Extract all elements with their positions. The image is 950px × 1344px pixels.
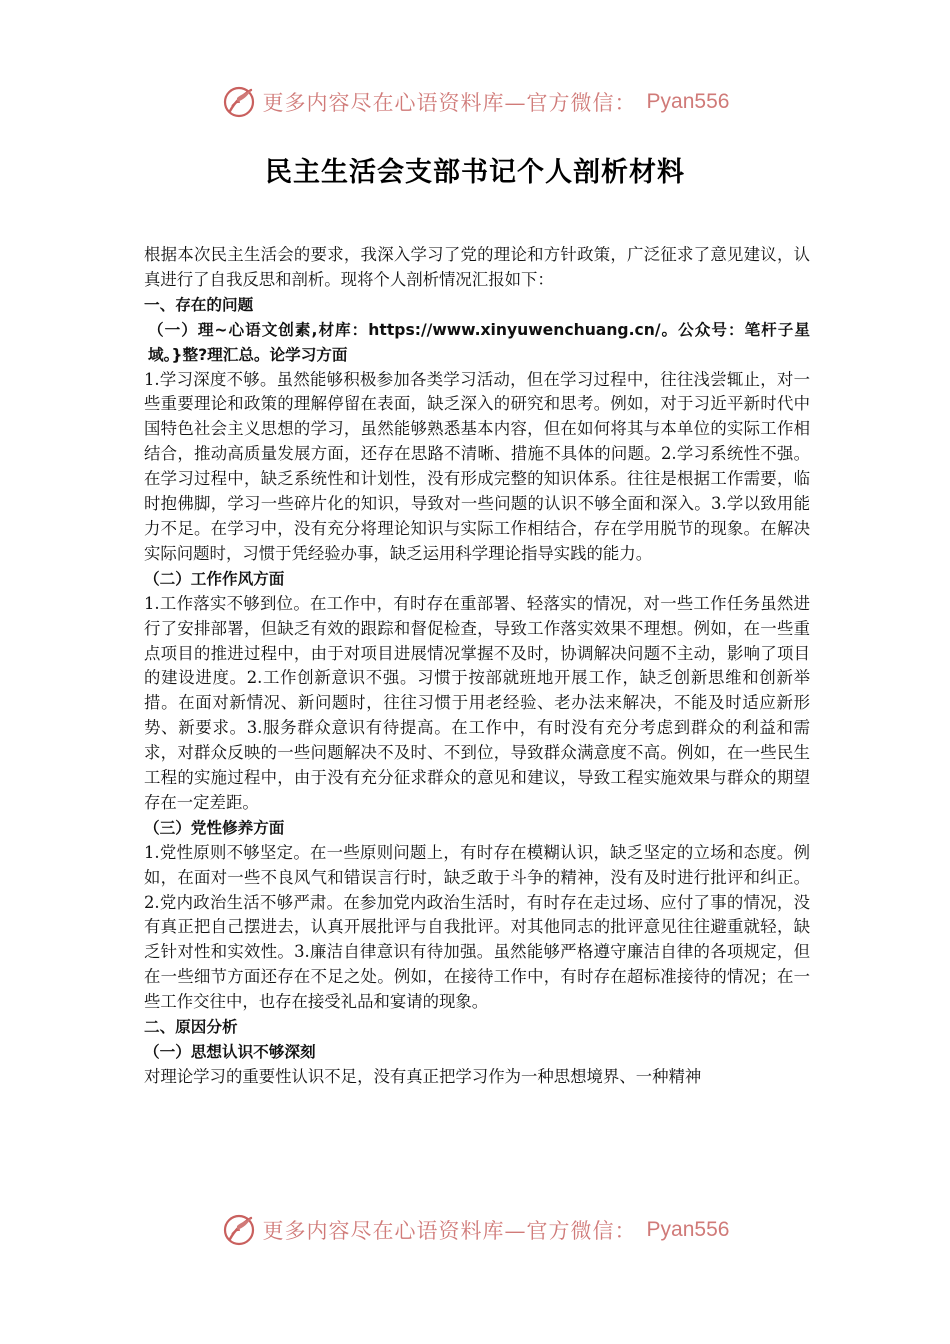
banner-wechat-handle: Pyan556: [646, 1218, 730, 1241]
subsection-heading-theory-study: （一）理~心语文创素,材库：https://www.xinyuwenchuang.cn/。公众号：笔杆子星域。}整?理汇总。论学习方面: [148, 320, 810, 364]
subsection-heading-ideological: （一）思想认识不够深刻: [144, 1043, 316, 1061]
footer-banner: [0, 1208, 950, 1252]
subsection-heading-party-spirit: （三）党性修养方面: [144, 818, 285, 837]
banner-wechat-handle: Pyan556: [646, 90, 730, 113]
document-title: 民主生活会支部书记个人剖析材料: [265, 157, 685, 188]
paragraph-ideological: 对理论学习的重要性认识不足，没有真正把学习作为一种思想境界、一种精神: [144, 1066, 702, 1086]
leaf-emblem-icon: [221, 1212, 257, 1248]
paragraph-work-style: 1.工作落实不够到位。在工作中，有时存在重部署、轻落实的情况，对一些工作任务虽然进行了安排部署，但缺乏有效的跟踪和督促检查，导致工作落实效果不理想。例如，在一些重点项目的推进过程中，由于对项目进展情况掌握不及时，协调解决问题不主动，影响了项目的建设进度。2.工作创新意识不强。习惯于按部就班地开展工作，缺乏创新思维和创新举措。在面对新情况、新问题时，往往习惯于用老经验、老办法来解决，不能及时适应新形势、新要求。3.服务群众意识有待提高。在工作中，有时没有充分考虑到群众的利益和需求，对群众反映的一些问题解决不及时、不到位，导致群众满意度不高。例如，在一些民生工程的实施过程中，由于没有充分征求群众的意见和建议，导致工程实施效果与群众的期望存在一定差距。: [144, 593, 810, 812]
section-heading-problems: 一、存在的问题: [144, 295, 254, 314]
section-heading-cause-analysis: 二、原因分析: [144, 1018, 238, 1037]
intro-paragraph: 根据本次民主生活会的要求，我深入学习了党的理论和方针政策，广泛征求了意见建议，认真进行了自我反思和剖析。现将个人剖析情况汇报如下：: [144, 245, 810, 289]
paragraph-party-spirit: 1.党性原则不够坚定。在一些原则问题上，有时存在模糊认识，缺乏坚定的立场和态度。例如，在面对一些不良风气和错误言行时，缺乏敢于斗争的精神，没有及时进行批评和纠正。2.党内政治生活不够严肃。在参加党内政治生活时，有时存在走过场、应付了事的情况，没有真正把自己摆进去，认真开展批评与自我批评。对其他同志的批评意见往往避重就轻，缺乏针对性和实效性。3.廉洁自律意识有待加强。虽然能够严格遵守廉洁自律的各项规定，但在一些细节方面还存在不足之处。例如，在接待工作中，有时存在超标准接待的情况；在一些工作交往中，也存在接受礼品和宴请的现象。: [144, 842, 810, 1012]
banner-slogan: 更多内容尽在心语资料库—官方微信：: [262, 1219, 637, 1243]
header-banner: [0, 80, 950, 124]
document-body: [144, 243, 810, 1090]
leaf-emblem-icon: [221, 84, 257, 120]
paragraph-theory-study: 1.学习深度不够。虽然能够积极参加各类学习活动，但在学习过程中，往往浅尝辄止，对一些重要理论和政策的理解停留在表面，缺乏深入的研究和思考。例如，对于习近平新时代中国特色社会主义思想的学习，虽然能够熟悉基本内容，但在如何将其与本单位的实际工作相结合，推动高质量发展方面，还存在思路不清晰、措施不具体的问题。2.学习系统性不强。在学习过程中，缺乏系统性和计划性，没有形成完整的知识体系。往往是根据工作需要，临时抱佛脚，学习一些碎片化的知识，导致对一些问题的认识不够全面和深入。3.学以致用能力不足。在学习中，没有充分将理论知识与实际工作相结合，存在学用脱节的现象。在解决实际问题时，习惯于凭经验办事，缺乏运用科学理论指导实践的能力。: [144, 369, 810, 563]
banner-slogan: 更多内容尽在心语资料库—官方微信：: [262, 91, 637, 115]
subsection-heading-work-style: （二）工作作风方面: [144, 569, 285, 588]
